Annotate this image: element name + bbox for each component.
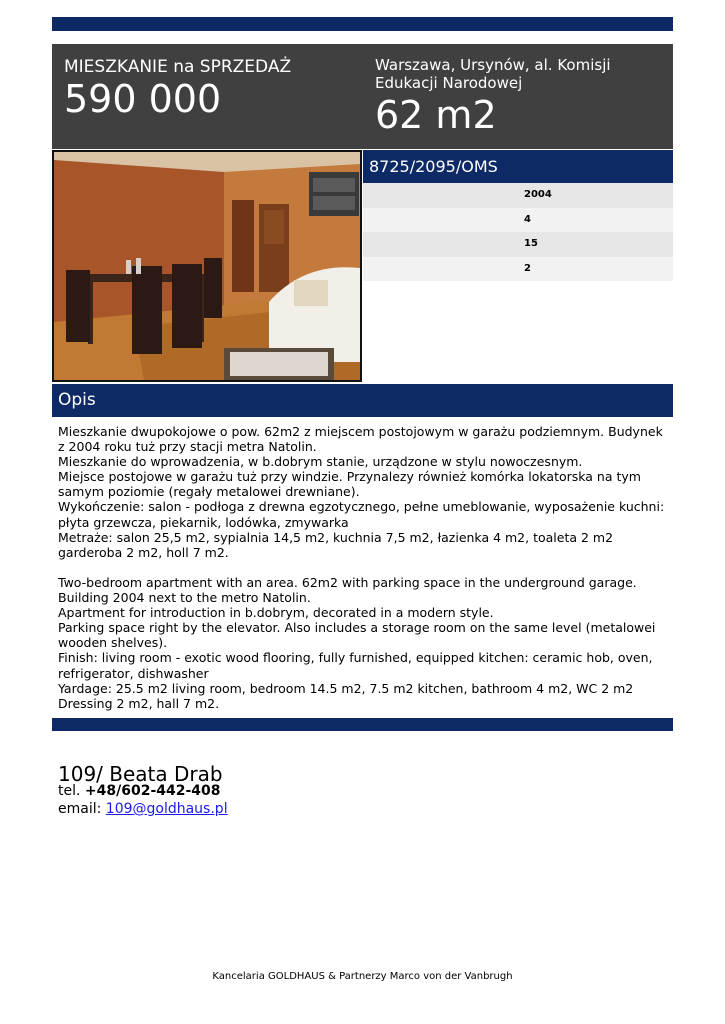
top-accent-bar: [52, 17, 673, 31]
email-label: email:: [58, 801, 102, 817]
agent-phone: [58, 783, 221, 799]
param-row: 15: [363, 232, 673, 257]
description-line: Yardage: 25.5 m2 living room, bedroom 14.5 m2, 7.5 m2 kitchen, bathroom 4 m2, WC 2 m2 Dressing 2 m2, hall 7 m2.: [58, 680, 634, 711]
description-line: Mieszkanie do wprowadzenia, w b.dobrym stanie, urządzone w stylu nowoczesnym.: [58, 454, 583, 470]
email-link[interactable]: 109@goldhaus.pl: [105, 801, 228, 817]
param-row: 2: [363, 257, 673, 282]
phone-number[interactable]: +48/602-442-408: [84, 783, 221, 799]
params-table: [363, 183, 673, 281]
listing-location: Warszawa, Ursynów, al. Komisji Edukacji Narodowej: [375, 56, 611, 92]
phone-label: tel.: [58, 783, 81, 799]
param-row: 2004: [363, 183, 673, 208]
agent-email: [58, 801, 228, 817]
apartment-photo: [52, 150, 362, 382]
description-line: Apartment for introduction in b.dobrym, decorated in a modern style.: [58, 605, 494, 621]
description-text: [58, 424, 668, 711]
description-line: Mieszkanie dwupokojowe o pow. 62m2 z miejscem postojowym w garażu podziemnym. Budynek z 2004 roku tuż przy stacji metra Natolin.: [58, 424, 663, 455]
description-line: Miejsce postojowe w garażu tuż przy windzie. Przynalezy również komórka lokatorska na tym samym poziomie (regały metalowei drewniane).: [58, 469, 641, 500]
description-line: Finish: living room - exotic wood flooring, fully furnished, equipped kitchen: ceramic hob, oven, refrigerator, dishwasher: [58, 650, 653, 681]
reference-number: 8725/2095/OMS: [363, 150, 673, 183]
description-line: Parking space right by the elevator. Also includes a storage room on the same level (metalowei wooden shelves).: [58, 620, 656, 651]
bottom-accent-bar: [52, 718, 673, 731]
listing-header: [52, 44, 673, 149]
footer-text: Kancelaria GOLDHAUS & Partnerzy Marco von der Vanbrugh: [212, 971, 513, 982]
description-heading: Opis: [52, 384, 673, 417]
param-row: 4: [363, 208, 673, 233]
agent-name: 109/ Beata Drab: [58, 762, 223, 786]
listing-price: 590 000: [64, 77, 222, 121]
description-line: [58, 560, 668, 575]
listing-area: 62 m2: [375, 93, 497, 137]
description-line: Two-bedroom apartment with an area. 62m2 with parking space in the underground garage. Building 2004 next to the metro Natolin.: [58, 574, 637, 606]
listing-type: MIESZKANIE na SPRZEDAŻ: [64, 57, 292, 77]
description-line: Wykończenie: salon - podłoga z drewna egzotycznego, pełne umeblowanie, wyposażenie kuchni: płyta grzewcza, piekarnik, lodówka, zmywarka: [58, 499, 665, 530]
description-line: Metraże: salon 25,5 m2, sypialnia 14,5 m2, kuchnia 7,5 m2, łazienka 4 m2, toaleta 2 m2 garderoba 2 m2, holl 7 m2.: [58, 529, 614, 560]
